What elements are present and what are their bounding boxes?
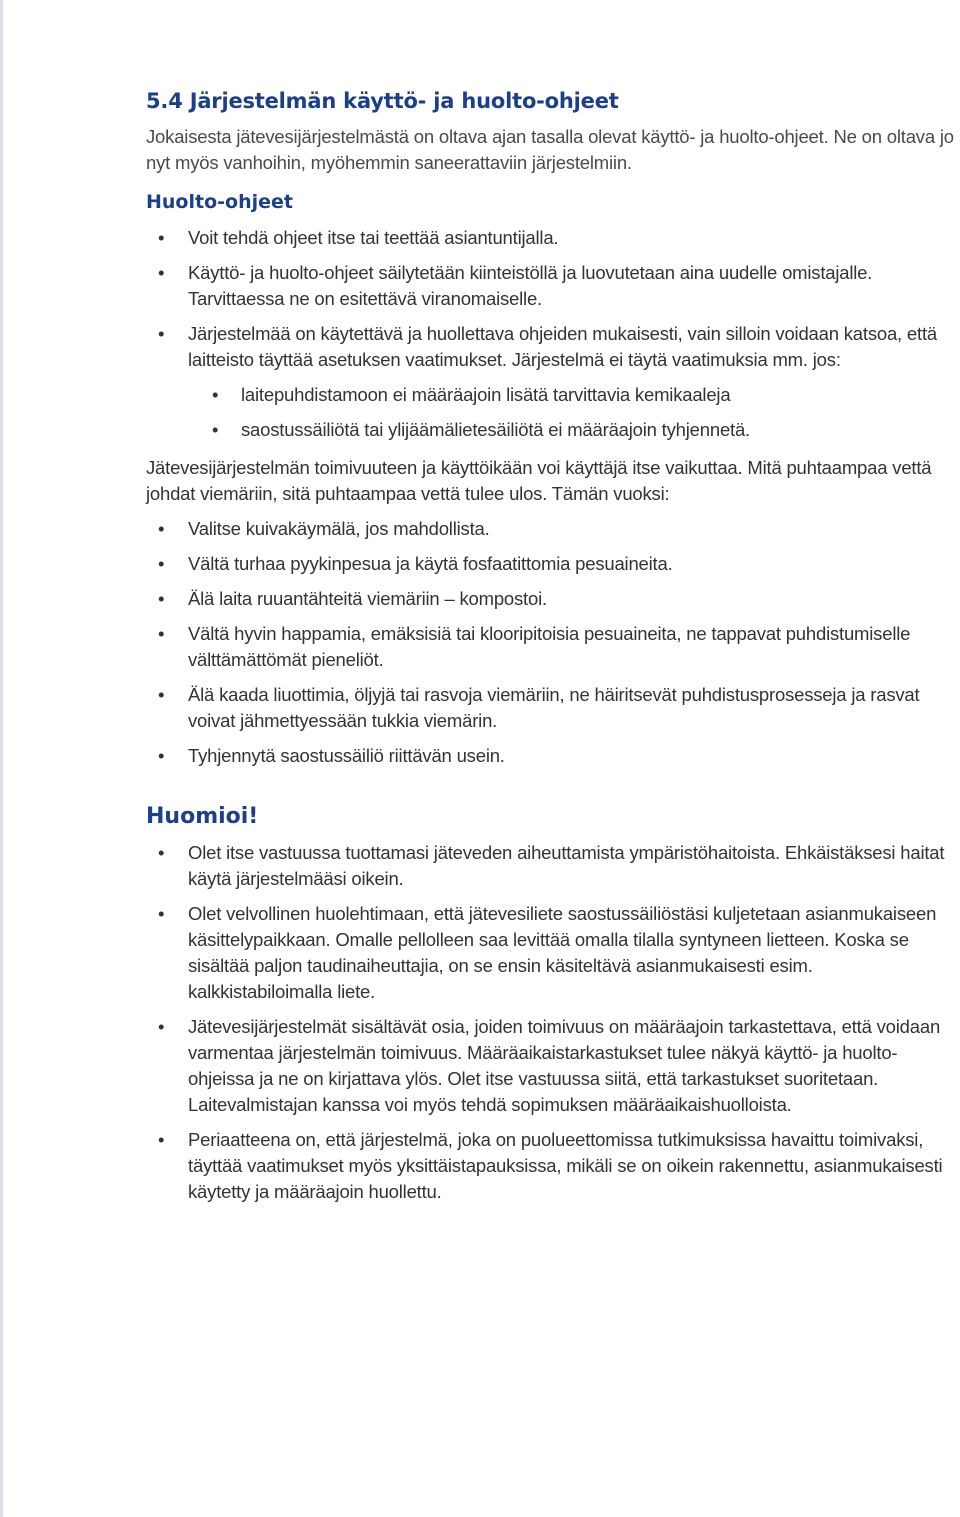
intro-paragraph: Jokaisesta jätevesijärjestelmästä on oltava ajan tasalla olevat käyttö- ja huolto-ohjeet. Ne on oltava jo nyt myös vanhoihin, myöhemmin saneerattaviin järjestelmiin. — [146, 126, 954, 173]
huolto-list — [146, 225, 960, 373]
sub-list-item: • saostussäiliötä tai ylijäämälietesäiliötä ei määräajoin tyhjennetä. — [146, 417, 960, 443]
list-item: • Jätevesijärjestelmät sisältävät osia, joiden toimivuus on määräajoin tarkastettava, että voidaan varmentaa järjestelmän toimivuus. Määräaikaistarkastukset tulee näkyä käyttö- ja huolto-ohjeissa ja ne on kirjattava ylös. Olet itse vastuussa siitä, että tarkastukset suoritetaan. Laitevalmistajan kanssa voi myös tehdä sopimuksen määräaikaishuolloista. — [146, 1014, 960, 1118]
list-item: • Älä laita ruuantähteitä viemäriin – kompostoi. — [146, 586, 960, 612]
document-page — [146, 86, 960, 1205]
list-item: • Olet velvollinen huolehtimaan, että jätevesiliete saostussäiliöstäsi kuljetetaan asianmukaiseen käsittelypaikkaan. Omalle pellolleen saa levittää omalla tilalla syntyneen lietteen. Koska se sisältää paljon taudinaiheuttajia, on se ensin käsiteltävä asianmukaisesti esim. kalkkistabiloimalla liete. — [146, 901, 960, 1005]
usage-list — [146, 516, 960, 769]
huomioi-heading: Huomioi! — [146, 804, 259, 829]
huolto-sublist — [146, 382, 960, 443]
sub-list-item: • laitepuhdistamoon ei määräajoin lisätä tarvittavia kemikaaleja — [146, 382, 960, 408]
list-item: • Periaatteena on, että järjestelmä, joka on puolueettomissa tutkimuksissa havaittu toimivaksi, täyttää vaatimukset myös yksittäistapauksissa, mikäli se on oikein rakennettu, asianmukaisesti käytetty ja määräajoin huollettu. — [146, 1127, 960, 1205]
list-item: • Voit tehdä ohjeet itse tai teettää asiantuntijalla. — [146, 225, 960, 251]
list-item: • Tyhjennytä saostussäiliö riittävän usein. — [146, 743, 960, 769]
list-item: • Vältä hyvin happamia, emäksisiä tai klooripitoisia pesuaineita, ne tappavat puhdistumiselle välttämättömät pieneliöt. — [146, 621, 960, 673]
list-item: • Vältä turhaa pyykinpesua ja käytä fosfaatittomia pesuaineita. — [146, 551, 960, 577]
list-item: • Järjestelmää on käytettävä ja huollettava ohjeiden mukaisesti, vain silloin voidaan katsoa, että laitteisto täyttää asetuksen vaatimukset. Järjestelmä ei täytä vaatimuksia mm. jos: — [146, 321, 960, 373]
huolto-heading: Huolto-ohjeet — [146, 191, 293, 213]
list-item: • Älä kaada liuottimia, öljyjä tai rasvoja viemäriin, ne häiritsevät puhdistusprosesseja ja rasvat voivat jähmettyessään tukkia viemärin. — [146, 682, 960, 734]
list-item: • Olet itse vastuussa tuottamasi jäteveden aiheuttamista ympäristöhaitoista. Ehkäistäksesi haitat käytä järjestelmääsi oikein. — [146, 840, 960, 892]
huomioi-list — [146, 840, 960, 1205]
page-edge-rule — [0, 0, 3, 1517]
list-item: • Valitse kuivakäymälä, jos mahdollista. — [146, 516, 960, 542]
list-item: • Käyttö- ja huolto-ohjeet säilytetään kiinteistöllä ja luovutetaan aina uudelle omistajalle. Tarvittaessa ne on esitettävä viranomaiselle. — [146, 260, 960, 312]
usage-paragraph: Jätevesijärjestelmän toimivuuteen ja käyttöikään voi käyttäjä itse vaikuttaa. Mitä puhtaampaa vettä johdat viemäriin, sitä puhtaampaa vettä tulee ulos. Tämän vuoksi: — [146, 457, 932, 504]
section-title: 5.4 Järjestelmän käyttö- ja huolto-ohjeet — [146, 89, 619, 113]
